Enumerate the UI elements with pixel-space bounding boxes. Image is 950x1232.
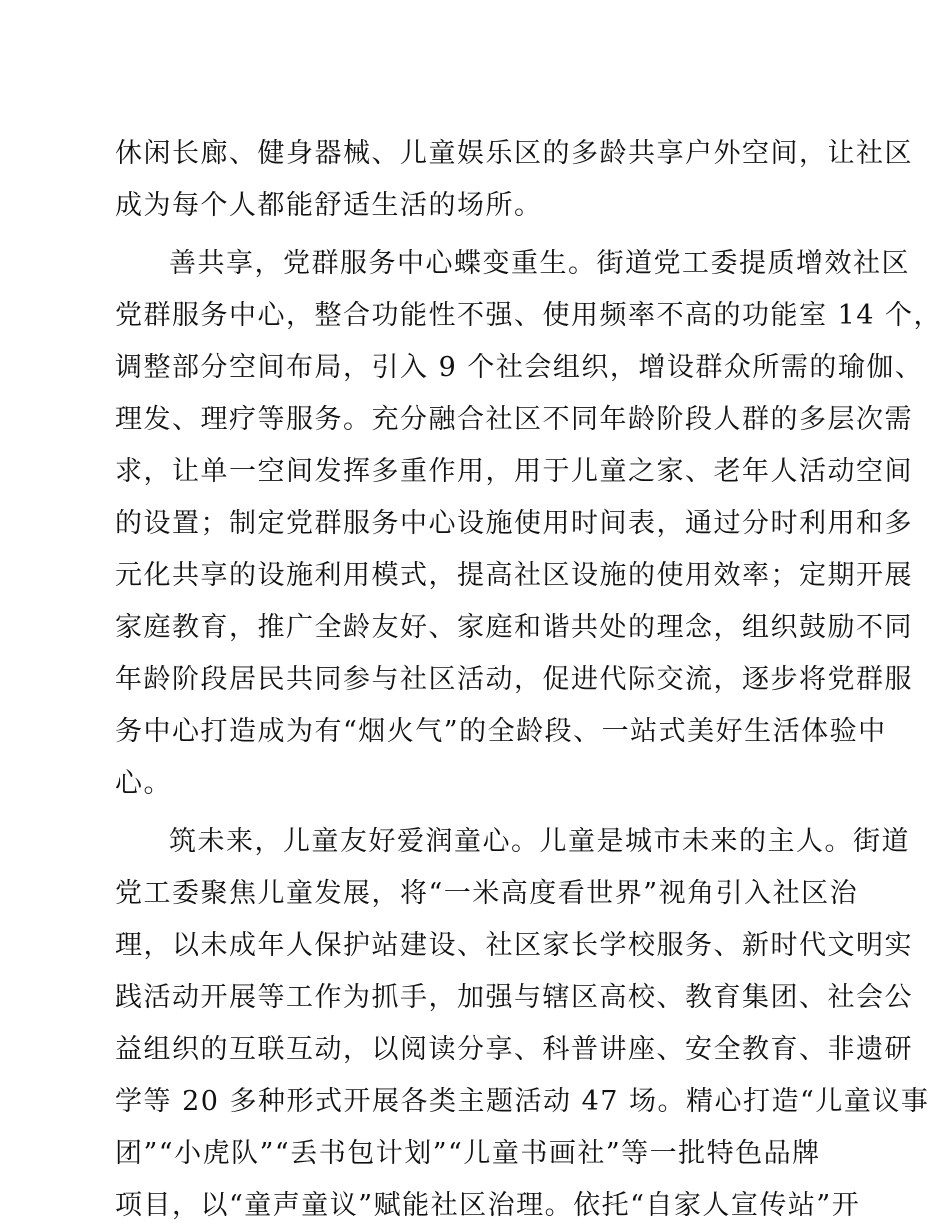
text-line: 善共享，党群服务中心蝶变重生。街道党工委提质增效社区: [169, 248, 910, 279]
text-line: 心。: [115, 768, 172, 799]
text-line: 项目，以“童声童议”赋能社区治理。依托“自家人宣传站”开: [115, 1190, 861, 1221]
paragraph-3: [115, 816, 930, 1232]
text-line: 求，让单一空间发挥多重作用，用于儿童之家、老年人活动空间: [115, 456, 913, 487]
text-line: 筑未来，儿童友好爱润童心。儿童是城市未来的主人。街道: [169, 826, 910, 857]
text-line: 的设置；制定党群服务中心设施使用时间表，通过分时利用和多: [115, 508, 913, 539]
text-line: 成为每个人都能舒适生活的场所。: [115, 190, 543, 221]
text-line: 团”“小虎队”“丢书包计划”“儿童书画社”等一批特色品牌: [115, 1138, 821, 1169]
text-line: 益组织的互联互动，以阅读分享、科普讲座、安全教育、非遗研: [115, 1034, 913, 1065]
text-line: 党工委聚焦儿童发展，将“一米高度看世界”视角引入社区治: [115, 878, 859, 909]
text-line: 务中心打造成为有“烟火气”的全龄段、一站式美好生活体验中: [115, 716, 887, 747]
text-line: 年龄阶段居民共同参与社区活动，促进代际交流，逐步将党群服: [115, 664, 913, 695]
text-line: 践活动开展等工作为抓手，加强与辖区高校、教育集团、社会公: [115, 982, 913, 1013]
text-line: 学等 20 多种形式开展各类主题活动 47 场。精心打造“儿童议事: [115, 1086, 930, 1117]
text-line: 休闲长廊、健身器械、儿童娱乐区的多龄共享户外空间，让社区: [115, 138, 913, 169]
text-line: 元化共享的设施利用模式，提高社区设施的使用效率；定期开展: [115, 560, 913, 591]
text-line: 家庭教育，推广全龄友好、家庭和谐共处的理念，组织鼓励不同: [115, 612, 913, 643]
paragraph-2: [115, 238, 943, 810]
text-line: 党群服务中心，整合功能性不强、使用频率不高的功能室 14 个，: [115, 300, 943, 331]
document-body: [115, 128, 943, 1232]
text-line: 理发、理疗等服务。充分融合社区不同年龄阶段人群的多层次需: [115, 404, 913, 435]
paragraph-1: [115, 128, 913, 232]
text-line: 调整部分空间布局，引入 9 个社会组织，增设群众所需的瑜伽、: [115, 352, 924, 383]
text-line: 理，以未成年人保护站建设、社区家长学校服务、新时代文明实: [115, 930, 913, 961]
